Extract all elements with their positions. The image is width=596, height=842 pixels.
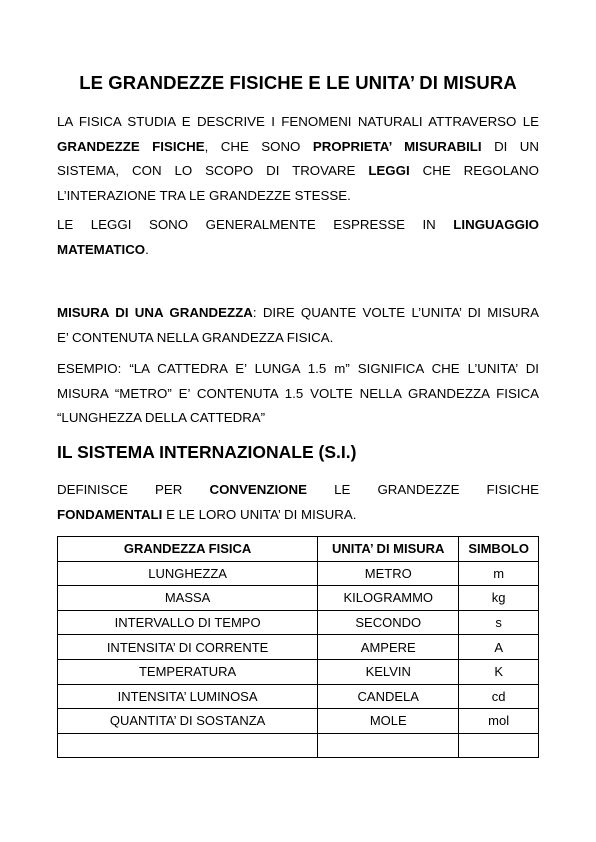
text-span: , CHE SONO — [204, 138, 313, 154]
measure-paragraph — [57, 301, 539, 350]
intro-paragraph — [57, 110, 539, 208]
text-span: DEFINISCE PER — [57, 482, 210, 497]
text-span: CHE REGOLANO — [409, 163, 539, 178]
header-quantity: GRANDEZZA FISICA — [58, 537, 318, 562]
cell-unit: AMPERE — [318, 635, 459, 660]
cell-quantity: INTENSITA’ LUMINOSA — [58, 684, 318, 709]
cell-symbol: m — [459, 561, 539, 586]
cell-unit — [318, 733, 459, 758]
table-row — [58, 635, 539, 660]
bold-term: LINGUAGGIO — [453, 217, 539, 232]
cell-symbol: kg — [459, 586, 539, 611]
bold-term: FONDAMENTALI — [57, 506, 163, 522]
table-row — [58, 561, 539, 586]
table-header-row — [58, 537, 539, 562]
example-line-3: “LUNGHEZZA DELLA CATTEDRA” — [57, 410, 266, 425]
example-line-2: MISURA “METRO” E’ CONTENUTA 1.5 VOLTE NELLA GRANDEZZA FISICA — [57, 385, 539, 401]
laws-line-1 — [57, 213, 539, 238]
cell-quantity: LUNGHEZZA — [58, 561, 318, 586]
cell-unit: KELVIN — [318, 659, 459, 684]
cell-unit: METRO — [318, 561, 459, 586]
intro-line-1: LA FISICA STUDIA E DESCRIVE I FENOMENI NATURALI ATTRAVERSO LE — [57, 114, 539, 129]
laws-paragraph — [57, 213, 539, 262]
table-row — [58, 586, 539, 611]
bold-term: MISURA DI UNA GRANDEZZA — [57, 305, 253, 320]
laws-line-2 — [57, 238, 539, 263]
table-row-empty — [58, 733, 539, 758]
bold-term: LEGGI — [368, 163, 410, 178]
bold-term: CONVENZIONE — [209, 482, 307, 497]
text-span: LE GRANDEZZE FISICHE — [307, 482, 540, 497]
intro-line-4: L’INTERAZIONE TRA LE GRANDEZZE STESSE. — [57, 187, 351, 203]
cell-unit: KILOGRAMMO — [318, 586, 459, 611]
bold-term: PROPRIETA’ MISURABILI — [312, 138, 482, 154]
cell-symbol: mol — [459, 709, 539, 734]
cell-symbol: K — [459, 659, 539, 684]
example-line-1: ESEMPIO: “LA CATTEDRA E’ LUNGA 1.5 m” SIGNIFICA CHE L’UNITA’ DI — [57, 361, 539, 376]
text-span: : DIRE QUANTE VOLTE L’UNITA’ DI MISURA — [252, 305, 539, 320]
cell-unit: CANDELA — [318, 684, 459, 709]
cell-symbol — [459, 733, 539, 758]
table-row — [58, 684, 539, 709]
section-heading: IL SISTEMA INTERNAZIONALE (S.I.) — [57, 442, 357, 462]
header-unit: UNITA’ DI MISURA — [318, 537, 459, 562]
si-line-2 — [57, 503, 539, 528]
bold-term: GRANDEZZE FISICHE — [57, 138, 205, 154]
cell-quantity: QUANTITA’ DI SOSTANZA — [58, 709, 318, 734]
bold-term: MATEMATICO — [57, 241, 146, 257]
cell-symbol: s — [459, 610, 539, 635]
cell-quantity: INTERVALLO DI TEMPO — [58, 610, 318, 635]
example-paragraph — [57, 357, 539, 431]
si-line-1 — [57, 478, 539, 503]
cell-quantity: TEMPERATURA — [58, 659, 318, 684]
intro-line-2 — [57, 135, 539, 160]
intro-line-3 — [57, 159, 539, 184]
measure-line-2: E’ CONTENUTA NELLA GRANDEZZA FISICA. — [57, 329, 334, 345]
table-row — [58, 610, 539, 635]
text-span: . — [145, 241, 149, 257]
header-symbol: SIMBOLO — [459, 537, 539, 562]
cell-symbol: cd — [459, 684, 539, 709]
cell-quantity — [58, 733, 318, 758]
text-span: DI UN — [481, 138, 539, 154]
text-span: SISTEMA, CON LO SCOPO DI TROVARE — [57, 163, 369, 178]
si-definition-paragraph — [57, 478, 539, 527]
table-row — [58, 709, 539, 734]
si-units-table — [57, 536, 539, 758]
cell-quantity: INTENSITA’ DI CORRENTE — [58, 635, 318, 660]
page-title: LE GRANDEZZE FISICHE E LE UNITA’ DI MISURA — [79, 72, 517, 93]
cell-symbol: A — [459, 635, 539, 660]
cell-unit: MOLE — [318, 709, 459, 734]
measure-line-1 — [57, 301, 539, 326]
cell-quantity: MASSA — [58, 586, 318, 611]
table-row — [58, 659, 539, 684]
cell-unit: SECONDO — [318, 610, 459, 635]
text-span: LE LEGGI SONO GENERALMENTE ESPRESSE IN — [57, 217, 454, 232]
text-span: E LE LORO UNITA’ DI MISURA. — [162, 506, 357, 522]
